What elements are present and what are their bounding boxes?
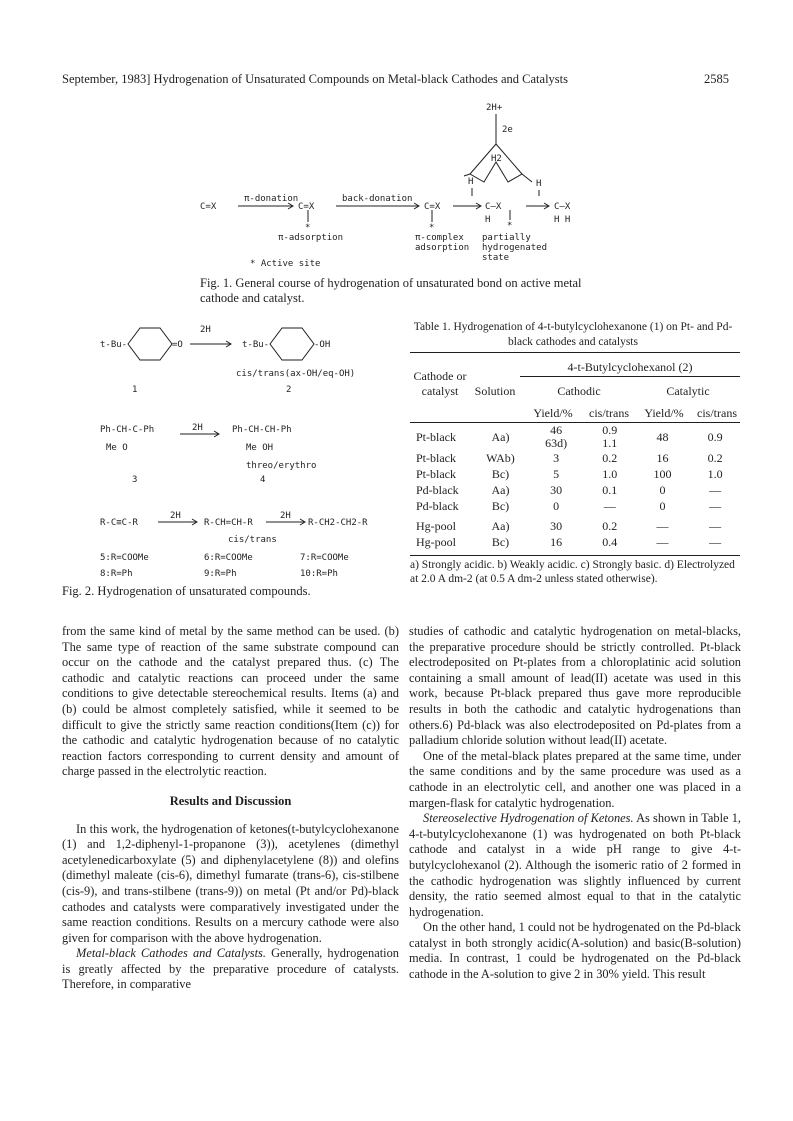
fig1-pi-complex-2: adsorption (415, 243, 470, 253)
table1-product-header: 4-t-Butylcyclohexanol (2) (567, 360, 693, 374)
table-cell-sol: WAb) (486, 450, 515, 465)
table-cell-ky: 0 (659, 482, 666, 497)
table-cell-cat: Pt-black (416, 429, 456, 444)
left-p1: from the same kind of metal by the same method can be used. (b) The same type of reaction of the same substrate compound can occur on the cathode and the catalyst prepared thus. (c) The cathodic and catalytic reactions can proceed under the same conditions to give detectable stereochemical results. Items (a) and (b) could be almost completely satisfied, while it seemed to be difficult to give the strictly same reaction conditions(Item (c)) for the cathodic and catalytic hydrogenation because of no catalytic reaction factors corresponding to current density and amount of charge passed in the electrolytic reaction. (62, 624, 399, 779)
table1-body (410, 424, 740, 550)
table1-sub-rule (520, 376, 740, 377)
fig2-r10: 10:R=Ph (300, 569, 338, 579)
left-p2: In this work, the hydrogenation of ketones(t-butylcyclohexanone (1) and 1,2-diphenyl-1-propanone (3)), acetylenes (dimethyl acetylenedicarboxylate (5) and diphenylacetylene (8)) and olefins (dimethyl maleate (cis-6), dimethyl fumarate (trans-6), cis-stilbene (cis-9), and trans-stilbene (trans-9)) on metal (Pt and/or Pd)-black cathodes and catalysts were comparatively investigated under the same reaction conditions. Results on a mercury cathode were also given for comparison with the above hydrogenation. (62, 821, 399, 945)
table-row (410, 518, 740, 534)
fig2-alc4: Ph-CH-CH-Ph (232, 425, 292, 435)
right-p2: One of the metal-black plates prepared at the same time, under the same conditions and by the same procedure was used as a cathode in an electrolytic cell, and another one was placed in a margen-flask for catalytic hydrogenation. (409, 748, 741, 810)
table-cell-cy: 46 63d) (545, 423, 568, 450)
table-cell-cct: 0.1 (602, 482, 618, 497)
table-cell-cat: Hg-pool (416, 518, 456, 533)
table-cell-cy: 5 (553, 466, 560, 481)
table1-bottom-rule (410, 555, 740, 556)
table-row (410, 534, 740, 550)
table-row (410, 498, 740, 514)
table-row (410, 482, 740, 498)
left-p3-title: Metal-black Cathodes and Catalysts. (76, 946, 266, 961)
fig1-cx-1: C=X (200, 202, 217, 212)
fig1-active-site: * Active site (250, 259, 321, 269)
table-cell-sol: Aa) (491, 482, 510, 497)
fig2-ketone3b: Me O (106, 443, 128, 453)
fig2-n4: 4 (260, 475, 266, 485)
fig1-cx-3: C=X (424, 202, 441, 212)
fig2-2h-1: 2H (200, 325, 211, 335)
fig1-h2: H2 (491, 154, 502, 164)
table-cell-cat: Pt-black (416, 466, 456, 481)
fig2-oh: -OH (314, 340, 331, 350)
table-cell-kct: 0.2 (707, 450, 723, 465)
fig2-r7: 7:R=COOMe (300, 553, 349, 563)
svg-text:H H: H H (554, 215, 571, 225)
fig1-caption: Fig. 1. General course of hydrogenation of unsaturated bond on active metal cathode and catalyst. (200, 276, 582, 305)
fig2-scheme (60, 318, 400, 580)
table1-footnote: a) Strongly acidic. b) Weakly acidic. c) Strongly basic. d) Electrolyzed at 2.0 A dm-2 (at 0.5 A dm-2 unless stated otherwise). (410, 559, 735, 585)
fig1-partial-2: hydrogenated (482, 243, 548, 253)
fig1-2h-plus: 2H+ (486, 103, 503, 113)
table-cell-cct: — (603, 498, 616, 513)
fig2-2h-2: 2H (192, 423, 203, 433)
table-cell-cat: Pd-black (416, 498, 459, 513)
table-cell-sol: Bc) (491, 534, 510, 549)
table1-col-cathode: Cathode or catalyst (413, 369, 467, 398)
table-cell-cat: Hg-pool (416, 534, 456, 549)
fig2-n2: 2 (286, 385, 292, 395)
table-cell-ky: 0 (659, 498, 666, 513)
table-cell-cat: Pd-black (416, 482, 459, 497)
table1-head-rule (410, 422, 740, 423)
page-number: 2585 (704, 72, 729, 86)
table-cell-sol: Bc) (491, 498, 510, 513)
table1-col-yield-1: Yield/% (533, 406, 573, 420)
fig2-n3: 3 (132, 475, 138, 485)
right-p3: As shown in Table 1, 4-t-butylcyclohexanone (1) was hydrogenated on both Pt-black cathode and catalyst in a wide pH range to give 4-t-butylcyclohexanol (2). Although the isomeric ratio of 2 formed in the cathodic hydrogenation was slightly influenced by current density, the ratio seemed almost equal to that in the catalytic hydrogenation. (409, 811, 741, 919)
right-p1: studies of cathodic and catalytic hydrogenation on metal-blacks, the preparative procedure should be strictly controlled. Pt-black electrodeposited on Pt-plates from a chloroplatinic acid solution containing a small amount of lead(II) acetate was used in this work, because Pt-black prepared thus gave more reproducible results in both the cathodic and catalytic hydrogenations than others.6) Pd-black was also electrodeposited on Pd-plates from a palladium chloride solution without lead(II) acetate. (409, 624, 741, 748)
table-cell-ky: 16 (656, 450, 669, 465)
table-cell-cct: 0.4 (602, 534, 618, 549)
right-column (409, 624, 741, 983)
fig1-h-left: H (468, 177, 474, 187)
table-cell-cy: 30 (550, 482, 563, 497)
table-cell-cct: 1.0 (602, 466, 618, 481)
fig2-ketone3: Ph-CH-C-Ph (100, 425, 155, 435)
left-p3: Generally, hydrogenation is greatly affected by the preparative procedure of catalysts. Therefore, in comparative (62, 946, 399, 992)
svg-text:*: * (507, 221, 513, 231)
svg-text:*: * (305, 223, 311, 233)
table-cell-cct: 0.2 (602, 450, 618, 465)
fig1-2e: 2e (502, 125, 513, 135)
table-cell-cct: 0.2 (602, 518, 618, 533)
fig2-alkyne: R-C≡C-R (100, 518, 138, 528)
fig1-back-donation: back-donation (342, 194, 413, 204)
fig2-cistrans-1: cis/trans(ax-OH/eq-OH) (236, 369, 356, 379)
table-cell-cy: 30 (550, 518, 563, 533)
right-p4: On the other hand, 1 could not be hydrogenated on the Pd-black catalyst in both strongly acidic(A-solution) and basic(B-solution) media. In contrast, 1 could be hydrogenated on the Pd-black cathode in the A-solution to give 2 in 30% yield. This result (409, 920, 741, 982)
table-cell-ky: — (656, 534, 669, 549)
table-cell-cy: 16 (550, 534, 563, 549)
table-cell-ky: — (656, 518, 669, 533)
svg-text:C—X: C—X (554, 202, 571, 212)
fig1-pi-complex-1: π-complex (415, 233, 464, 243)
table-cell-sol: Aa) (491, 518, 510, 533)
table1-top-rule (410, 352, 740, 353)
fig2-r6: 6:R=COOMe (204, 553, 253, 563)
fig2-r9: 9:R=Ph (204, 569, 237, 579)
table-cell-sol: Aa) (491, 429, 510, 444)
table-cell-kct: — (709, 498, 722, 513)
fig1-pi-donation: π-donation (244, 194, 299, 204)
fig2-alkene: R-CH=CH-R (204, 518, 253, 528)
table-cell-ky: 48 (656, 429, 669, 444)
fig2-2h-4: 2H (280, 511, 291, 521)
table-row (410, 466, 740, 482)
fig2-2h-3: 2H (170, 511, 181, 521)
table-row (410, 450, 740, 466)
table-cell-kct: 0.9 (707, 429, 723, 444)
table1-title: Table 1. Hydrogenation of 4-t-butylcyclohexanone (1) on Pt- and Pd-black cathodes and catalysts (413, 321, 733, 348)
fig2-alkane: R-CH2-CH2-R (308, 518, 368, 528)
svg-text:*: * (429, 223, 435, 233)
table1-col-cathodic: Cathodic (557, 384, 601, 398)
table-cell-cy: 3 (553, 450, 560, 465)
fig2-tbu-1: t-Bu- (100, 340, 128, 350)
fig1-partial-1: partially (482, 233, 531, 243)
fig2-caption: Fig. 2. Hydrogenation of unsaturated compounds. (62, 584, 311, 598)
fig2-r5: 5:R=COOMe (100, 553, 149, 563)
fig1-scheme (180, 96, 620, 271)
table1-col-catalytic: Catalytic (666, 384, 710, 398)
table-cell-cy: 0 (553, 498, 560, 513)
fig1-partial-3: state (482, 253, 510, 263)
running-header: September, 1983] Hydrogenation of Unsaturated Compounds on Metal-black Cathodes and Catalysts (62, 72, 568, 86)
fig2-n1: 1 (132, 385, 138, 395)
fig1-h-right: H (536, 179, 542, 189)
table1-col-solution: Solution (474, 384, 516, 398)
results-heading: Results and Discussion (169, 793, 292, 808)
right-p3-title: Stereoselective Hydrogenation of Ketones. (423, 811, 634, 826)
svg-text:C—X: C—X (485, 202, 502, 212)
table-cell-ky: 100 (653, 466, 672, 481)
table-row (410, 424, 740, 450)
fig2-tbu-2: t-Bu- (242, 340, 270, 350)
fig2-alc4b: Me OH (246, 443, 274, 453)
fig1-cx-2: C=X (298, 202, 315, 212)
svg-text:H: H (485, 215, 491, 225)
fig2-threo: threo/erythro (246, 461, 317, 471)
table1-col-yield-2: Yield/% (644, 406, 684, 420)
table-cell-kct: — (709, 482, 722, 497)
table-cell-cct: 0.9 1.1 (602, 423, 618, 450)
fig2-r8: 8:R=Ph (100, 569, 133, 579)
table-cell-kct: 1.0 (707, 466, 723, 481)
table-cell-cat: Pt-black (416, 450, 456, 465)
table1-col-ct-2: cis/trans (697, 406, 737, 420)
fig2-cistrans-2: cis/trans (228, 535, 277, 545)
fig2-ketone-o: =O (172, 340, 183, 350)
table1-col-ct-1: cis/trans (589, 406, 629, 420)
fig1-pi-adsorption: π-adsorption (278, 233, 344, 243)
table-cell-kct: — (709, 518, 722, 533)
left-column (62, 624, 399, 993)
table-cell-sol: Bc) (491, 466, 510, 481)
table-cell-kct: — (709, 534, 722, 549)
